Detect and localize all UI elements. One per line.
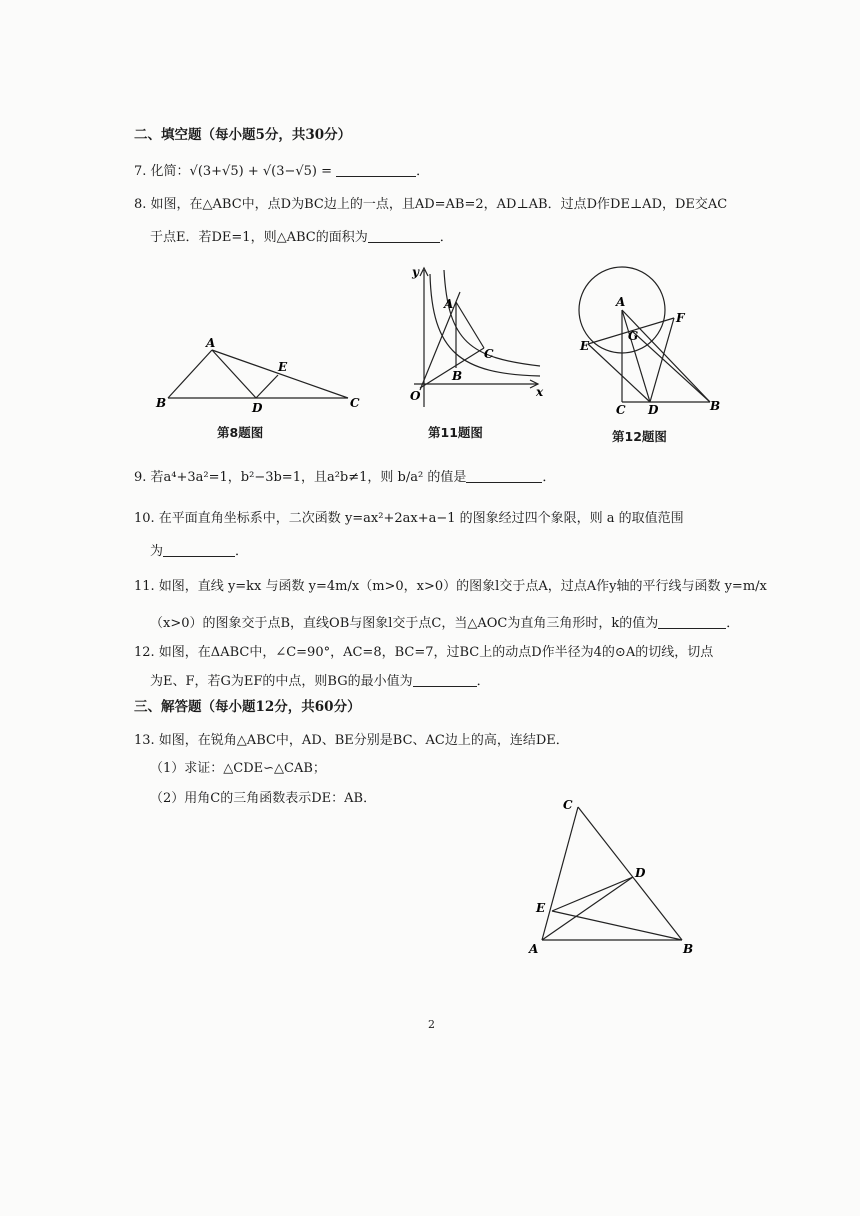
page-number: 2 — [428, 1018, 435, 1031]
label-b: B — [452, 369, 463, 383]
question-8-line-2: 于点E．若DE=1，则△ABC的面积为 ． — [150, 230, 453, 245]
label-y: y — [412, 265, 419, 279]
label-c: C — [350, 396, 360, 410]
answer-blank — [413, 672, 477, 687]
question-7-text: 7. 化简：√(3+√5) + √(3−√5) = — [134, 164, 337, 179]
answer-blank — [336, 162, 416, 177]
question-13-part-1: （1）求证：△CDE∽△CAB； — [150, 761, 326, 776]
answer-blank — [163, 542, 235, 557]
label-c: C — [484, 347, 494, 361]
figure-12-caption: 第12题图 — [612, 429, 667, 444]
label-a: A — [206, 336, 216, 350]
question-11-text: （x>0）的图象交于点B，直线OB与图象l交于点C，当△AOC为直角三角形时，k的值为 — [150, 616, 659, 631]
label-a: A — [616, 295, 626, 309]
fill-in-section-heading: 二、填空题（每小题5分，共30分） — [134, 127, 352, 143]
question-9-text: 9. 若a⁴+3a²=1，b²−3b=1，且a²b≠1，则 b/a² 的值是 — [134, 470, 467, 485]
question-12-line-2: 为E、F，若G为EF的中点，则BG的最小值为 ． — [150, 674, 490, 689]
question-12-line-1: 12. 如图，在ΔABC中，∠C=90°，AC=8，BC=7，过BC上的动点D作半径为4的⊙A的切线，切点 — [134, 645, 714, 660]
question-8-line-1: 8. 如图，在△ABC中，点D为BC边上的一点，且AD=AB=2，AD⊥AB．过点D作DE⊥AD，DE交AC — [134, 197, 728, 212]
label-d: D — [648, 403, 659, 417]
label-a: A — [444, 297, 454, 311]
question-8-text: 于点E．若DE=1，则△ABC的面积为 — [150, 230, 368, 245]
answer-blank — [658, 614, 726, 629]
label-b: B — [710, 399, 721, 413]
question-7: 7. 化简：√(3+√5) + √(3−√5) = ． — [134, 164, 430, 179]
segment-ac — [456, 302, 484, 348]
question-10-line-2: 为 ． — [150, 544, 249, 559]
figure-8 — [150, 335, 370, 415]
segment-ab — [168, 350, 212, 398]
answer-blank — [466, 468, 542, 483]
figure-11 — [400, 262, 550, 412]
segment-de — [256, 375, 278, 398]
label-d: D — [635, 866, 646, 880]
question-10-line-1: 10. 在平面直角坐标系中，二次函数 y=ax²+2ax+a−1 的图象经过四个象限，则 a 的取值范围 — [134, 511, 684, 526]
label-o: O — [410, 389, 421, 403]
label-e: E — [536, 901, 546, 915]
label-d: D — [252, 401, 263, 415]
segment-de — [552, 877, 633, 911]
segment-ac — [212, 350, 348, 398]
question-13-part-2: （2）用角C的三角函数表示DE：AB． — [150, 791, 377, 806]
label-c: C — [563, 798, 573, 812]
segment-ca — [542, 807, 578, 940]
label-b: B — [683, 942, 694, 956]
label-e: E — [580, 339, 590, 353]
figure-12 — [570, 258, 730, 418]
altitude-ad — [542, 877, 633, 940]
answer-blank — [368, 228, 440, 243]
label-c: C — [616, 403, 626, 417]
question-13-stem: 13. 如图，在锐角△ABC中，AD、BE分别是BC、AC边上的高，连结DE． — [134, 733, 569, 748]
question-11-line-1: 11. 如图，直线 y=kx 与函数 y=4m/x（m>0，x>0）的图象l交于点A，过点A作y轴的平行线与函数 y=m/x — [134, 579, 767, 594]
figure-11-caption: 第11题图 — [428, 425, 483, 440]
label-a: A — [529, 942, 539, 956]
answer-section-heading: 三、解答题（每小题12分，共60分） — [134, 699, 361, 715]
figure-8-caption: 第8题图 — [217, 425, 264, 440]
label-x: x — [536, 385, 544, 399]
question-12-text: 为E、F，若G为EF的中点，则BG的最小值为 — [150, 674, 413, 689]
label-f: F — [676, 311, 685, 325]
label-g: G — [628, 329, 639, 343]
label-e: E — [278, 360, 288, 374]
question-9: 9. 若a⁴+3a²=1，b²−3b=1，且a²b≠1，则 b/a² 的值是 ． — [134, 470, 556, 485]
question-11-line-2: （x>0）的图象交于点B，直线OB与图象l交于点C，当△AOC为直角三角形时，k的值为 ． — [150, 616, 740, 631]
label-b: B — [156, 396, 167, 410]
segment-gb — [632, 331, 710, 402]
question-10-text: 为 — [150, 544, 164, 559]
figure-13 — [525, 795, 705, 960]
